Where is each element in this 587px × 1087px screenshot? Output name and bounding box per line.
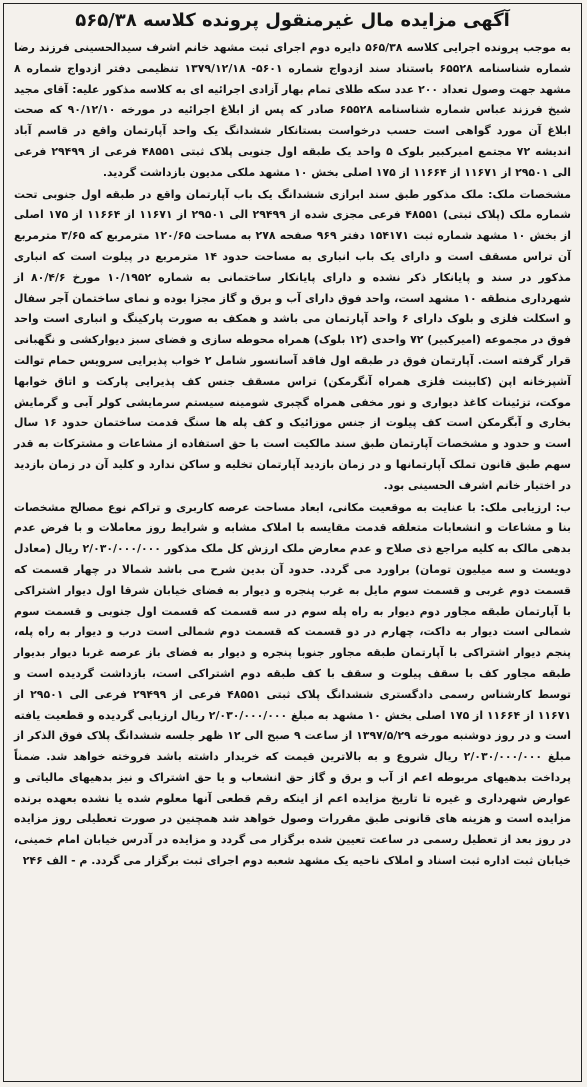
notice-paragraph-intro: به موجب پرونده اجرایی کلاسه ۵۶۵/۳۸ دایره دوم اجرای ثبت مشهد خانم اشرف سیدالحسینی فرزند رضا شماره شناسنامه ۶۵۵۲۸ باستناد سند ازدواج شماره ۵۶۰۱- ۱۳۷۹/۱۲/۱۸ تنظیمی دفتر ازدواج شماره ۸ مشهد جهت وصول تعداد ۲۰۰ عدد سکه طلای تمام بهار آزادی اجرائیه ای به کلاسه مذکور علیه: آقای مجید شیخ فرزند عباس شماره شناسنامه ۶۵۵۲۸ صادر که پس از ابلاغ اجرائیه در مورخه ۹۰/۱۲/۱۰ که صحت ابلاغ آن مورد گواهی است حسب درخواست بستانکار ششدانگ یک واحد آپارتمان واقع در قاسم آباد اندیشه ۷۲ مجتمع امیرکبیر بلوک ۵ واحد یک طبقه اول جنوبی پلاک ثبتی ۴۸۵۵۱ فرعی از ۲۹۴۹۹ فرعی الی ۲۹۵۰۱ از ۱۱۶۷۱ از ۱۱۶۶۴ از ۱۷۵ اصلی بخش ۱۰ مشهد ملکی مدیون بازداشت گردید. (14, 41, 572, 179)
notice-title: آگهی مزایده مال غیرمنقول پرونده کلاسه ۵۶۵/۳۸ (75, 10, 510, 31)
notice-frame (3, 3, 582, 1082)
notice-paragraph-valuation: ب: ارزیابی ملک: با عنایت به موقعیت مکانی، ابعاد مساحت عرصه کاربری و تراکم نوع مصالح مشخصات بنا و مشاعات و انشعابات متعلقه قدمت مقایسه با املاک مشابه و شرایط روز معاملات و با فرض عدم بدهی مالک به کلیه مراجع ذی صلاح و عدم معارض ملک ارزش کل ملک مذکور ۲/۰۳۰/۰۰۰/۰۰۰ ریال (معادل دویست و سه میلیون تومان) براورد می گردد. حدود آن بدین شرح می باشد شمالا در چهار قسمت که قسمت دوم غربی و قسمت سوم مایل به غرب پنجره و دیوار به فضای خیابان شرقا اول دیوار اشتراکی با آپارتمان طبقه مجاور دوم دیوار به راه پله سوم در سه قسمت که قسمت اول جنوبی و قسمت سوم شمالی است دیوار به داکت، چهارم در دو قسمت که قسمت دوم شمالی است درب و دیوار به راه پله، پنجم دیوار اشتراکی با آپارتمان طبقه مجاور جنوبا پنجره و دیوار به فضای باز عرصه غربا دیوار بدیوار طبقه مجاور کف با سقف پیلوت و سقف با کف طبقه دوم اشتراکی است، بازداشت گردیده است و توسط کارشناس رسمی دادگستری ششدانگ پلاک ثبتی ۴۸۵۵۱ فرعی از ۲۹۴۹۹ فرعی الی ۲۹۵۰۱ از ۱۱۶۷۱ از ۱۱۶۶۴ از ۱۷۵ اصلی بخش ۱۰ مشهد به مبلغ ۲/۰۳۰/۰۰۰/۰۰۰ ریال ارزیابی گردیده و قطعیت یافته است و در روز دوشنبه مورخه ۱۳۹۷/۵/۲۹ از ساعت ۹ صبح الی ۱۲ ظهر جلسه ششدانگ پلاک فوق الذکر از مبلغ ۲/۰۳۰/۰۰۰/۰۰۰ ریال شروع و به بالاترین قیمت که خریدار داشته باشد فروخته خواهد شد. ضمناً پرداخت بدهیهای مربوطه اعم از آب و برق و گاز حق انشعاب و یا حق اشتراک و نیز بدهیهای مالیاتی و عوارض شهرداری و غیره تا تاریخ مزایده اعم از اینکه رقم قطعی آنها معلوم شده یا نشده بعهده برنده مزایده است و هزینه های قانونی طبق مقررات وصول خواهد شد همچنین در صورت تعطیلی روز مزایده در روز بعد از تعطیل رسمی در ساعت تعیین شده برگزار می گردد و مزایده در آدرس خیابان امام خمینی، خیابان ثبت اداره ثبت اسناد و املاک ناحیه یک مشهد شعبه دوم اجرای ثبت برگزار می گردد. م - الف ۲۴۶ (14, 500, 571, 868)
notice-paragraph-property-specs: مشخصات ملک: ملک مذکور طبق سند ابرازی ششدانگ یک باب آپارتمان واقع در طبقه اول جنوبی تحت شماره ملک (پلاک ثبتی) ۴۸۵۵۱ فرعی مجزی شده از ۲۹۴۹۹ الی ۲۹۵۰۱ از ۱۱۶۷۱ از ۱۱۶۶۴ از ۱۷۵ اصلی از بخش ۱۰ مشهد شماره ثبت ۱۵۴۱۷۱ دفتر ۹۶۹ صفحه ۲۷۸ به مساحت ۱۲۰/۶۵ مترمربع که ۳/۶۵ مترمربع آن تراس مسقف است و دارای یک باب انباری به مساحت حدود ۱۴ مترمربع در پیلوت است که انباری مذکور در سند و پایانکار ذکر نشده و دارای پایانکار ساختمانی به شماره ۱۰/۱۹۵۲ مورخ ۸۰/۴/۶ از شهرداری منطقه ۱۰ مشهد است، واحد فوق دارای آب و برق و گاز مجزا بوده و نمای ساختمان آجر سفال و اسکلت فلزی و بلوک دارای ۶ واحد آپارتمان می باشد و همکف به صورت پارکینگ و انباری است واحد فوق در مجموعه (امیرکبیر) ۷۲ واحدی (۱۲ بلوک) همراه محوطه سازی و فضای سبز دیوارکشی و نگهبانی قرار گرفته است. آپارتمان فوق در طبقه اول فاقد آسانسور شامل ۲ خواب پذیرایی سرویس حمام توالت آشپزخانه اپن (کابینت فلزی همراه آنگرمکن) تراس مسقف جنس کف پذیرایی پارکت و اتاق خوابها موکت، تزئینات کاغذ دیواری و نور مخفی همراه گچبری شومینه سیستم سرمایشی کولر آبی و گرمایش بخاری و آبگرمکن است کف پیلوت از جنس موزائیک و کف پله ها سنگ قدمت ساختمان حدود ۱۶ سال است و حدود و مشخصات آپارتمان طبق سند مالکیت است با حق استفاده از مشاعات و مشترکات به قدر سهم طبق قانون تملک آپارتمانها و در زمان بازدید آپارتمان تخلیه و ساکن ندارد و کلید آن در زمان بازدید در اختیار خانم اشرف الحسینی بود. (14, 187, 572, 492)
